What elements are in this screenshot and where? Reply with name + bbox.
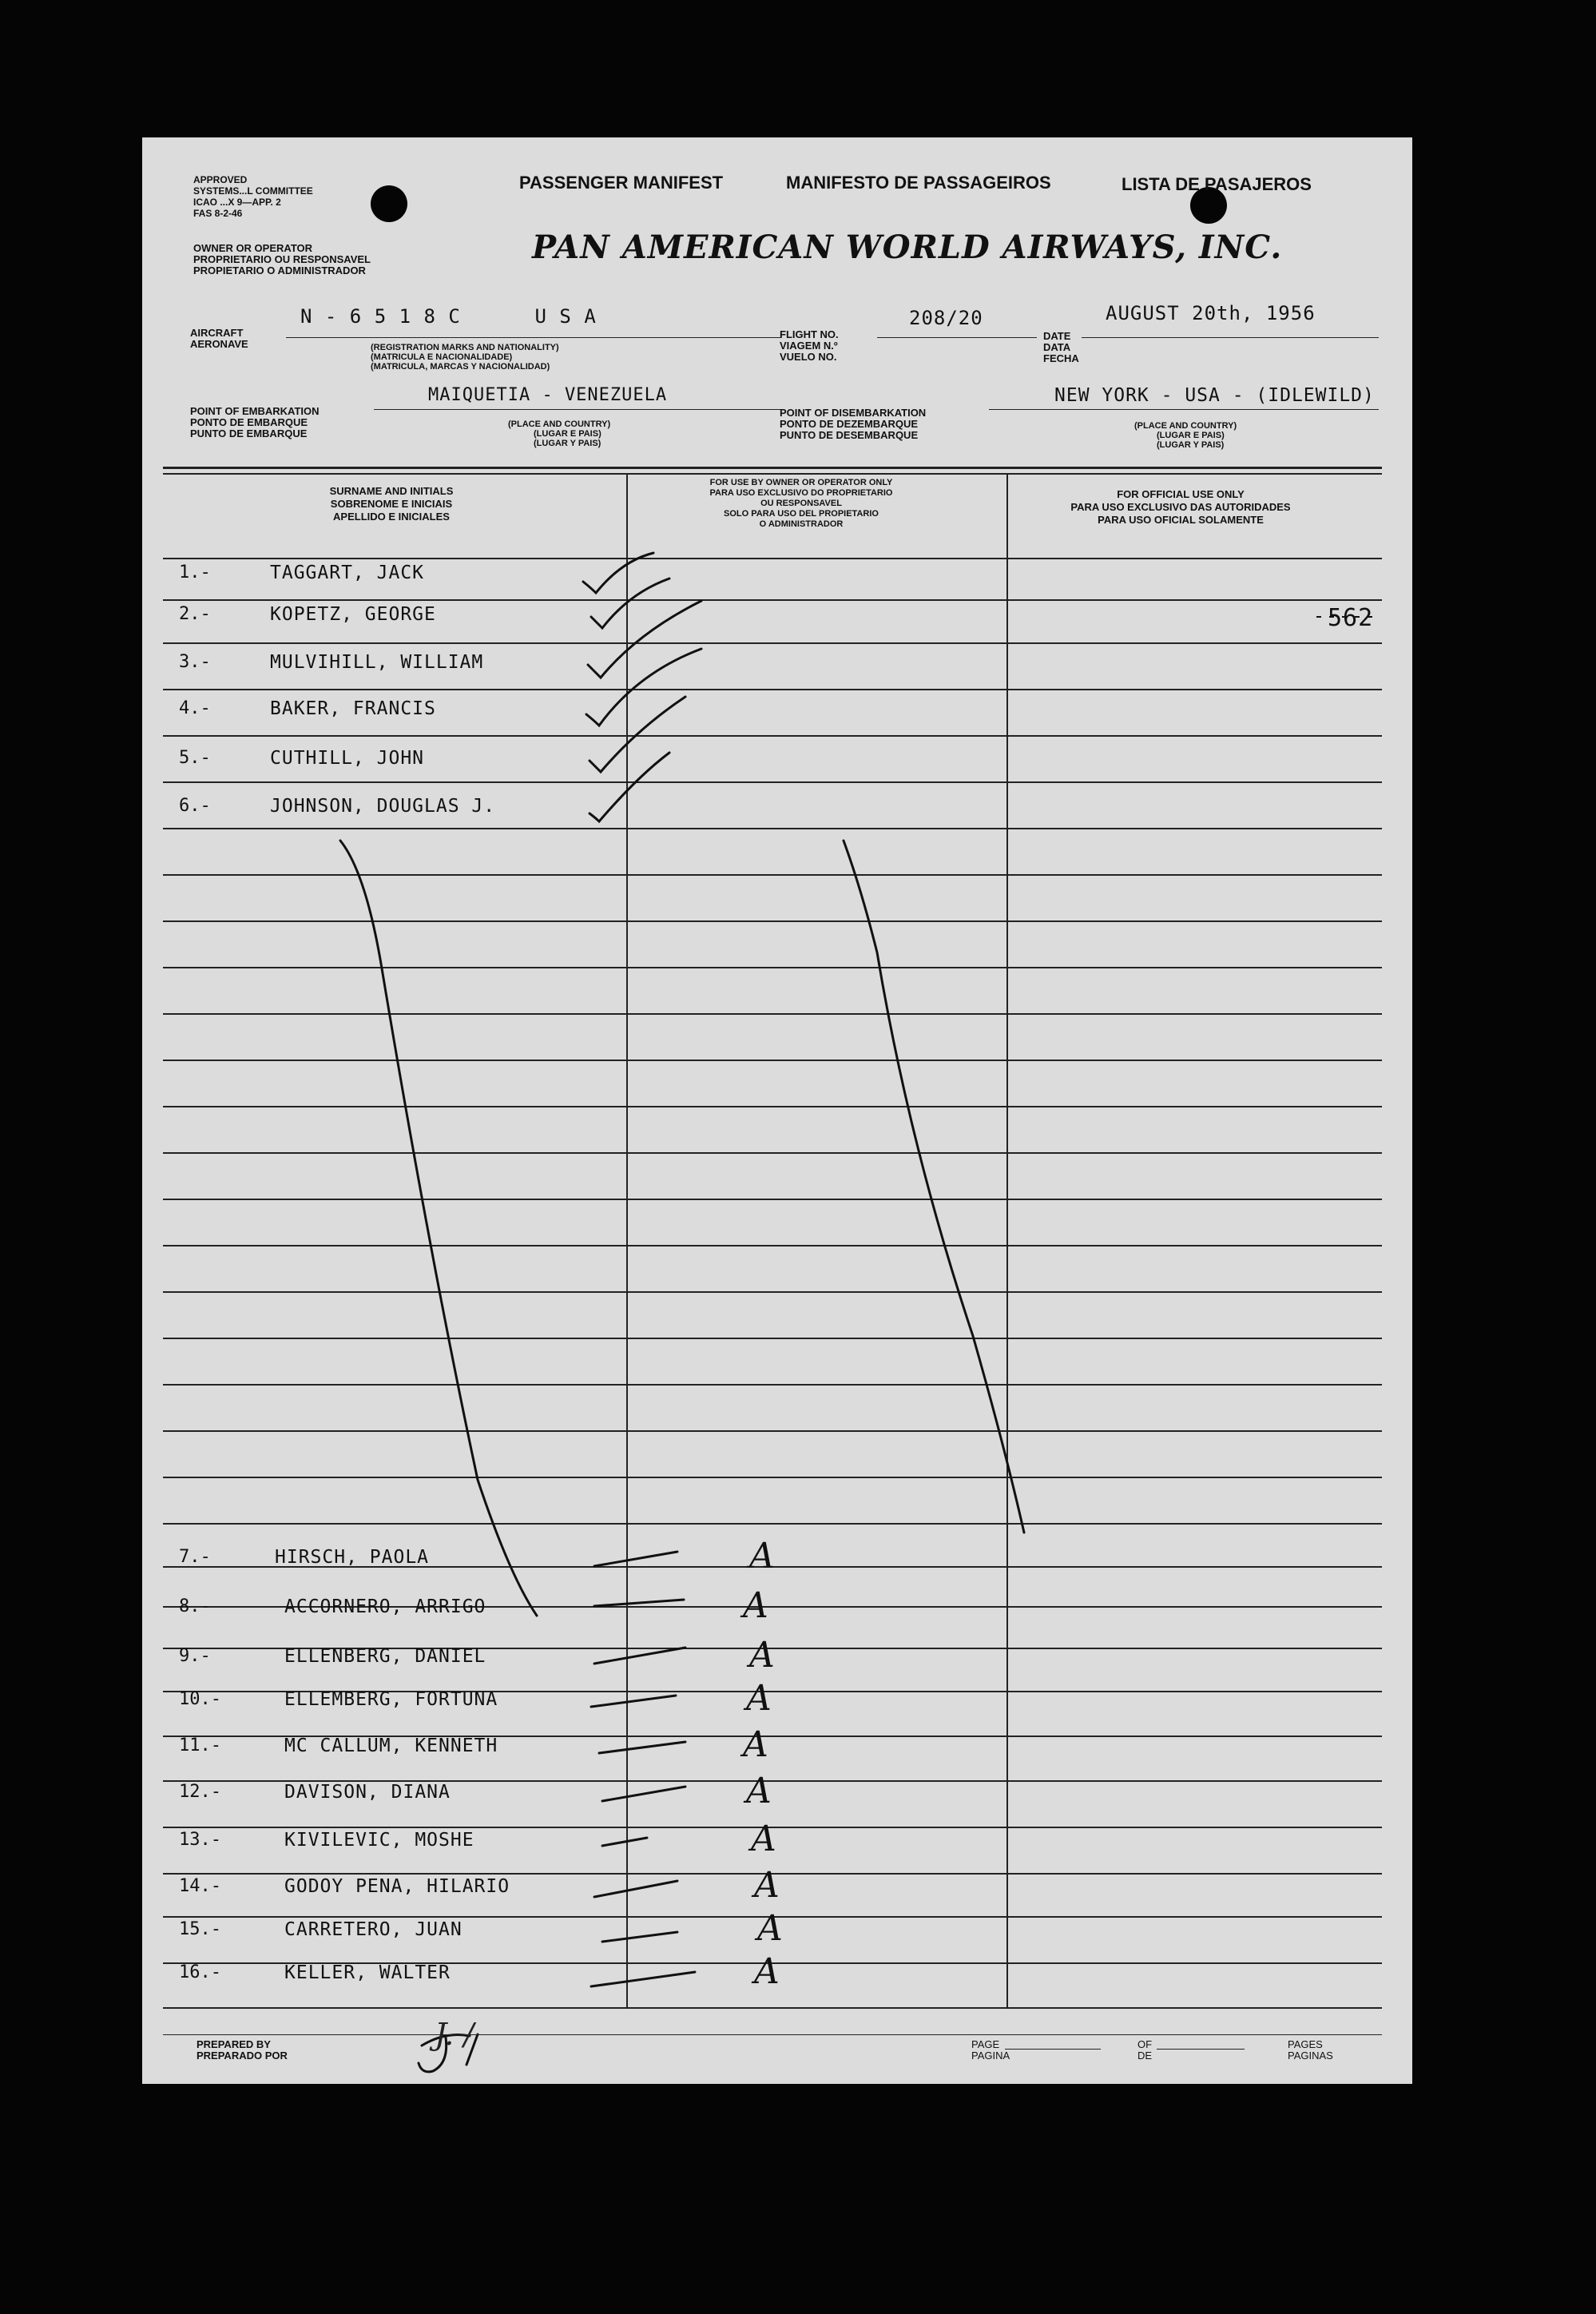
passenger-name: DAVISON, DIANA: [284, 1782, 451, 1803]
approval-line: SYSTEMS...L COMMITTEE: [193, 185, 313, 197]
disembark-label: PUNTO DE DESEMBARQUE: [780, 429, 919, 441]
pages-label: PAGES: [1288, 2038, 1323, 2050]
handwritten-mark: A: [757, 1908, 783, 1949]
row-number: 15.-: [179, 1919, 221, 1939]
embark-label: POINT OF EMBARKATION: [190, 405, 320, 417]
handwritten-mark: A: [743, 1585, 768, 1626]
page-label: PAGE: [971, 2038, 1000, 2050]
passenger-name: TAGGART, JACK: [270, 563, 425, 583]
passenger-name: ELLENBERG, DANIEL: [284, 1646, 486, 1667]
embark-sub: (LUGAR Y PAIS): [534, 439, 601, 448]
date-value: AUGUST 20th, 1956: [1106, 302, 1316, 324]
row-number: 11.-: [179, 1736, 221, 1755]
disembark-sub: (LUGAR Y PAIS): [1157, 440, 1225, 450]
title-en: PASSENGER MANIFEST: [519, 173, 724, 193]
signature: J. /: [435, 2017, 474, 2052]
row-number: 16.-: [179, 1962, 221, 1982]
embark-label: PONTO DE EMBARQUE: [190, 416, 308, 428]
handwritten-mark: A: [749, 1635, 775, 1676]
of-label: DE: [1137, 2050, 1153, 2062]
approval-line: FAS 8-2-46: [193, 208, 243, 219]
embark-sub: (PLACE AND COUNTRY): [508, 419, 611, 429]
row-number: 6.-: [179, 796, 211, 816]
page-label: PAGINA: [971, 2050, 1010, 2062]
passenger-name: CARRETERO, JUAN: [284, 1919, 463, 1940]
handwritten-mark: A: [746, 1771, 772, 1811]
owner-label: PROPRIETARIO OU RESPONSAVEL: [193, 253, 371, 265]
airline-name: PAN AMERICAN WORLD AIRWAYS, INC.: [532, 229, 1283, 266]
row-number: 10.-: [179, 1689, 221, 1709]
row-number: 14.-: [179, 1876, 221, 1896]
handwritten-mark: A: [754, 1951, 780, 1992]
approval-line: ICAO ...X 9—APP. 2: [193, 197, 281, 208]
aircraft-sub: (REGISTRATION MARKS AND NATIONALITY): [371, 343, 559, 352]
row-number: 12.-: [179, 1782, 221, 1802]
disembark-sub: (PLACE AND COUNTRY): [1134, 421, 1237, 431]
row-number: 5.-: [179, 748, 211, 768]
passenger-name: ACCORNERO, ARRIGO: [284, 1596, 486, 1617]
passenger-name: JOHNSON, DOUGLAS J.: [270, 796, 496, 817]
disembark-label: POINT OF DISEMBARKATION: [780, 407, 927, 419]
disembark-label: PONTO DE DEZEMBARQUE: [780, 418, 919, 430]
aircraft-value: N - 6 5 1 8 C U S A: [300, 305, 597, 328]
embark-label: PUNTO DE EMBARQUE: [190, 427, 308, 439]
passenger-name: ELLEMBERG, FORTUNA: [284, 1689, 498, 1710]
col-header-owner: FOR USE BY OWNER OR OPERATOR ONLY: [709, 478, 893, 487]
embark-sub: (LUGAR E PAIS): [534, 429, 601, 439]
flight-label: FLIGHT NO.: [780, 328, 839, 340]
row-number: 3.-: [179, 652, 211, 672]
date-label: DATA: [1043, 341, 1071, 353]
passenger-name: KELLER, WALTER: [284, 1962, 451, 1983]
passenger-name: MULVIHILL, WILLIAM: [270, 652, 484, 673]
passenger-name: GODOY PENA, HILARIO: [284, 1876, 510, 1897]
col-header-names: SURNAME AND INITIALS: [329, 485, 454, 497]
approval-line: APPROVED: [193, 174, 248, 185]
prepared-label: PREPARED BY: [197, 2038, 271, 2050]
embark-value: MAIQUETIA - VENEZUELA: [428, 385, 668, 405]
owner-label: PROPIETARIO O ADMINISTRADOR: [193, 264, 366, 276]
row-number: 9.-: [179, 1646, 211, 1666]
title-pt: MANIFESTO DE PASSAGEIROS: [786, 173, 1051, 193]
date-label: FECHA: [1043, 352, 1079, 364]
row-number: 1.-: [179, 563, 211, 582]
date-label: DATE: [1043, 330, 1071, 342]
row-number: 4.-: [179, 698, 211, 718]
col-header-official: FOR OFFICIAL USE ONLY: [1117, 488, 1245, 500]
row-number: 2.-: [179, 604, 211, 624]
of-label: OF: [1137, 2038, 1153, 2050]
handwritten-mark: A: [749, 1536, 775, 1576]
passenger-name: KOPETZ, GEORGE: [270, 604, 436, 625]
passenger-name: HIRSCH, PAOLA: [275, 1547, 430, 1568]
aircraft-label: AIRCRAFT: [190, 327, 244, 339]
disembark-sub: (LUGAR E PAIS): [1157, 431, 1225, 440]
title-es: LISTA DE PASAJEROS: [1122, 174, 1312, 194]
row-number: 13.-: [179, 1830, 221, 1850]
handwritten-mark: A: [746, 1678, 772, 1719]
passenger-name: MC CALLUM, KENNETH: [284, 1736, 498, 1756]
aircraft-label: AERONAVE: [190, 338, 248, 350]
handwritten-mark: A: [751, 1819, 776, 1859]
manifest-page: APPROVED SYSTEMS...L COMMITTEE ICAO ...X 9—APP. 2 FAS 8-2-46 PASSENGER MANIFEST MANIFESTO DE PASSAGEIROS LISTA DE PASAJEROS OWNER OR OPERATOR PROPRIETARIO OU RESPONSAVEL PROPIETARIO O ADMINISTRADOR PAN AMERICAN WORLD AIRWAYS, INC. AIRCRAFT AERONAVE N - 6 5 1 8 C U S A (REGISTRATION MARKS AND NATIONALITY) (MATRICULA E NACIONALIDADE) (MATRICULA, MARCAS Y NACIONALIDAD) FLIGHT NO. VIAGEM N.º VUELO NO. 208/20 DATE DATA FECHA AUGUST 20th, 1956 POINT OF EMBARKATION PONTO DE EMBARQUE PUNTO DE EMBARQUE MAIQUETIA - VENEZUELA (PLACE AND COUNTRY) (LUGAR E PAIS) (LUGAR Y PAIS) POINT OF DISEMBARKATION PONTO DE DEZEMBARQUE PUNTO DE DESEMBARQUE NEW YORK - USA - (IDLEWILD) (PLACE AND COUNTRY) (LUGAR E PAIS) (LUGAR Y PAIS) SURNAME AND INITIALS SOBRENOME E INICIAIS APELLIDO E INICIALES FOR USE BY OWNER OR OPERATOR ONLY PARA USO EXCLUSIVO DO PROPRIETARIO OU RESPONSAVEL SOLO PARA USO DEL PROPIETARIO O ADMINISTRADOR FOR OFFICIAL USE ONLY PARA USO EXCLUSIVO DAS AUTORIDADES PARA USO OFICIAL SOLAMENTE 562 1.- TAGGART, JACK 2.- KOPETZ, GEORGE 3.- MULVIHILL, WILLIAM 4.- BAKER, FRANCIS 5.- CUTHILL, JOHN 6.- JOHNSON, DOUGLAS J. 7.- HIRSCH, PAOLA A 8.- ACCORNERO, ARRIGO A 9.- ELLENBERG, DANIEL A 10.- ELLEMBERG, FORTUNA A 11.- MC CALLUM, KENNETH A 12.- DAVISON, DIANA A 13.- KIVILEVIC, MOSHE A 14.- GODOY PENA, HILARIO A 15.- CARRETERO, JUAN A 16.- KELLER, WALTER A PREPARED BY PREPARADO POR J. / PAGE PAGINA OF DE PAGES PAGINAS: [142, 137, 1412, 2084]
owner-label: OWNER OR OPERATOR: [193, 242, 313, 254]
aircraft-sub: (MATRICULA, MARCAS Y NACIONALIDAD): [371, 362, 550, 372]
handwritten-mark: A: [743, 1724, 768, 1765]
aircraft-sub: (MATRICULA E NACIONALIDADE): [371, 352, 513, 362]
flight-value: 208/20: [909, 307, 983, 329]
handwritten-marks: [142, 137, 1412, 2084]
passenger-name: BAKER, FRANCIS: [270, 698, 436, 719]
prepared-label: PREPARADO POR: [197, 2050, 288, 2062]
pages-label: PAGINAS: [1288, 2050, 1333, 2062]
handwritten-mark: A: [754, 1865, 780, 1906]
passenger-name: CUTHILL, JOHN: [270, 748, 425, 769]
row-number: 7.-: [179, 1547, 211, 1567]
official-note: 562: [1328, 604, 1374, 632]
row-number: 8.-: [179, 1596, 211, 1616]
flight-label: VIAGEM N.º: [780, 340, 838, 352]
disembark-value: NEW YORK - USA - (IDLEWILD): [1054, 385, 1375, 406]
passenger-name: KIVILEVIC, MOSHE: [284, 1830, 474, 1851]
flight-label: VUELO NO.: [780, 351, 837, 363]
